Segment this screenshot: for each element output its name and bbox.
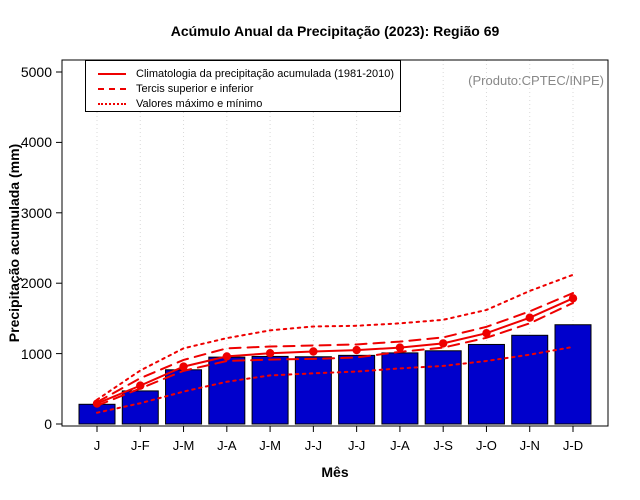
- precip-bar: [468, 344, 504, 424]
- x-tick-label: J-O: [475, 438, 497, 453]
- legend-label: Climatologia da precipitação acumulada (1981-2010): [136, 67, 395, 80]
- precip-bar: [122, 391, 158, 424]
- climatology-point: [439, 339, 447, 347]
- y-tick-label: 0: [44, 416, 52, 432]
- legend-item-max-min: [98, 96, 400, 111]
- y-tick-label: 2000: [20, 275, 52, 292]
- solid-line-icon: [98, 73, 126, 75]
- y-tick-label: 3000: [20, 204, 52, 221]
- x-tick-label: J-S: [433, 438, 453, 453]
- climatology-point: [396, 343, 404, 351]
- climatology-point: [179, 362, 187, 370]
- climatology-point: [93, 399, 101, 407]
- watermark-producer: (Produto:CPTEC/INPE): [468, 73, 604, 88]
- precip-bar: [295, 357, 331, 424]
- climatology-point: [569, 294, 577, 302]
- climatology-point: [136, 381, 144, 389]
- y-tick-label: 1000: [20, 345, 52, 362]
- precip-bar: [382, 353, 418, 424]
- y-axis-title: Precipitação acumulada (mm): [6, 143, 22, 343]
- x-tick-label: J-N: [519, 438, 540, 453]
- precip-bar: [252, 356, 288, 424]
- x-tick-label: J-M: [172, 438, 195, 453]
- x-tick-label: J-D: [562, 438, 584, 453]
- climatology-point: [266, 349, 274, 357]
- x-tick-label: J-J: [304, 438, 323, 453]
- x-tick-label: J-A: [390, 438, 410, 453]
- x-tick-label: J-F: [130, 438, 150, 453]
- x-tick-label: J-M: [259, 438, 281, 453]
- dotted-line-icon: [98, 103, 126, 105]
- legend-label: Valores máximo e mínimo: [136, 97, 263, 110]
- legend-item-climatology: [98, 66, 400, 81]
- precip-bar: [166, 370, 202, 424]
- legend-box: [85, 60, 401, 112]
- climatology-point: [309, 347, 317, 355]
- chart-title: Acúmulo Anual da Precipitação (2023): Região 69: [170, 23, 500, 39]
- precip-bar: [512, 335, 548, 424]
- precip-bar: [425, 351, 461, 424]
- precip-bar: [209, 357, 245, 424]
- y-tick-label: 4000: [20, 134, 52, 151]
- legend-item-tercis: [98, 81, 400, 96]
- climatology-point: [223, 352, 231, 360]
- climatology-point: [482, 329, 490, 337]
- x-tick-label: J-J: [347, 438, 366, 453]
- x-tick-label: J-A: [217, 438, 237, 453]
- x-axis-title: Mês: [321, 464, 349, 480]
- x-tick-label: J: [93, 438, 101, 453]
- precip-bar: [339, 355, 375, 424]
- legend-label: Tercis superior e inferior: [136, 82, 254, 95]
- y-tick-label: 5000: [20, 64, 52, 80]
- precip-bar: [555, 325, 591, 424]
- climatology-point: [526, 313, 534, 321]
- climatology-point: [352, 346, 360, 354]
- dashed-line-icon: [98, 88, 126, 90]
